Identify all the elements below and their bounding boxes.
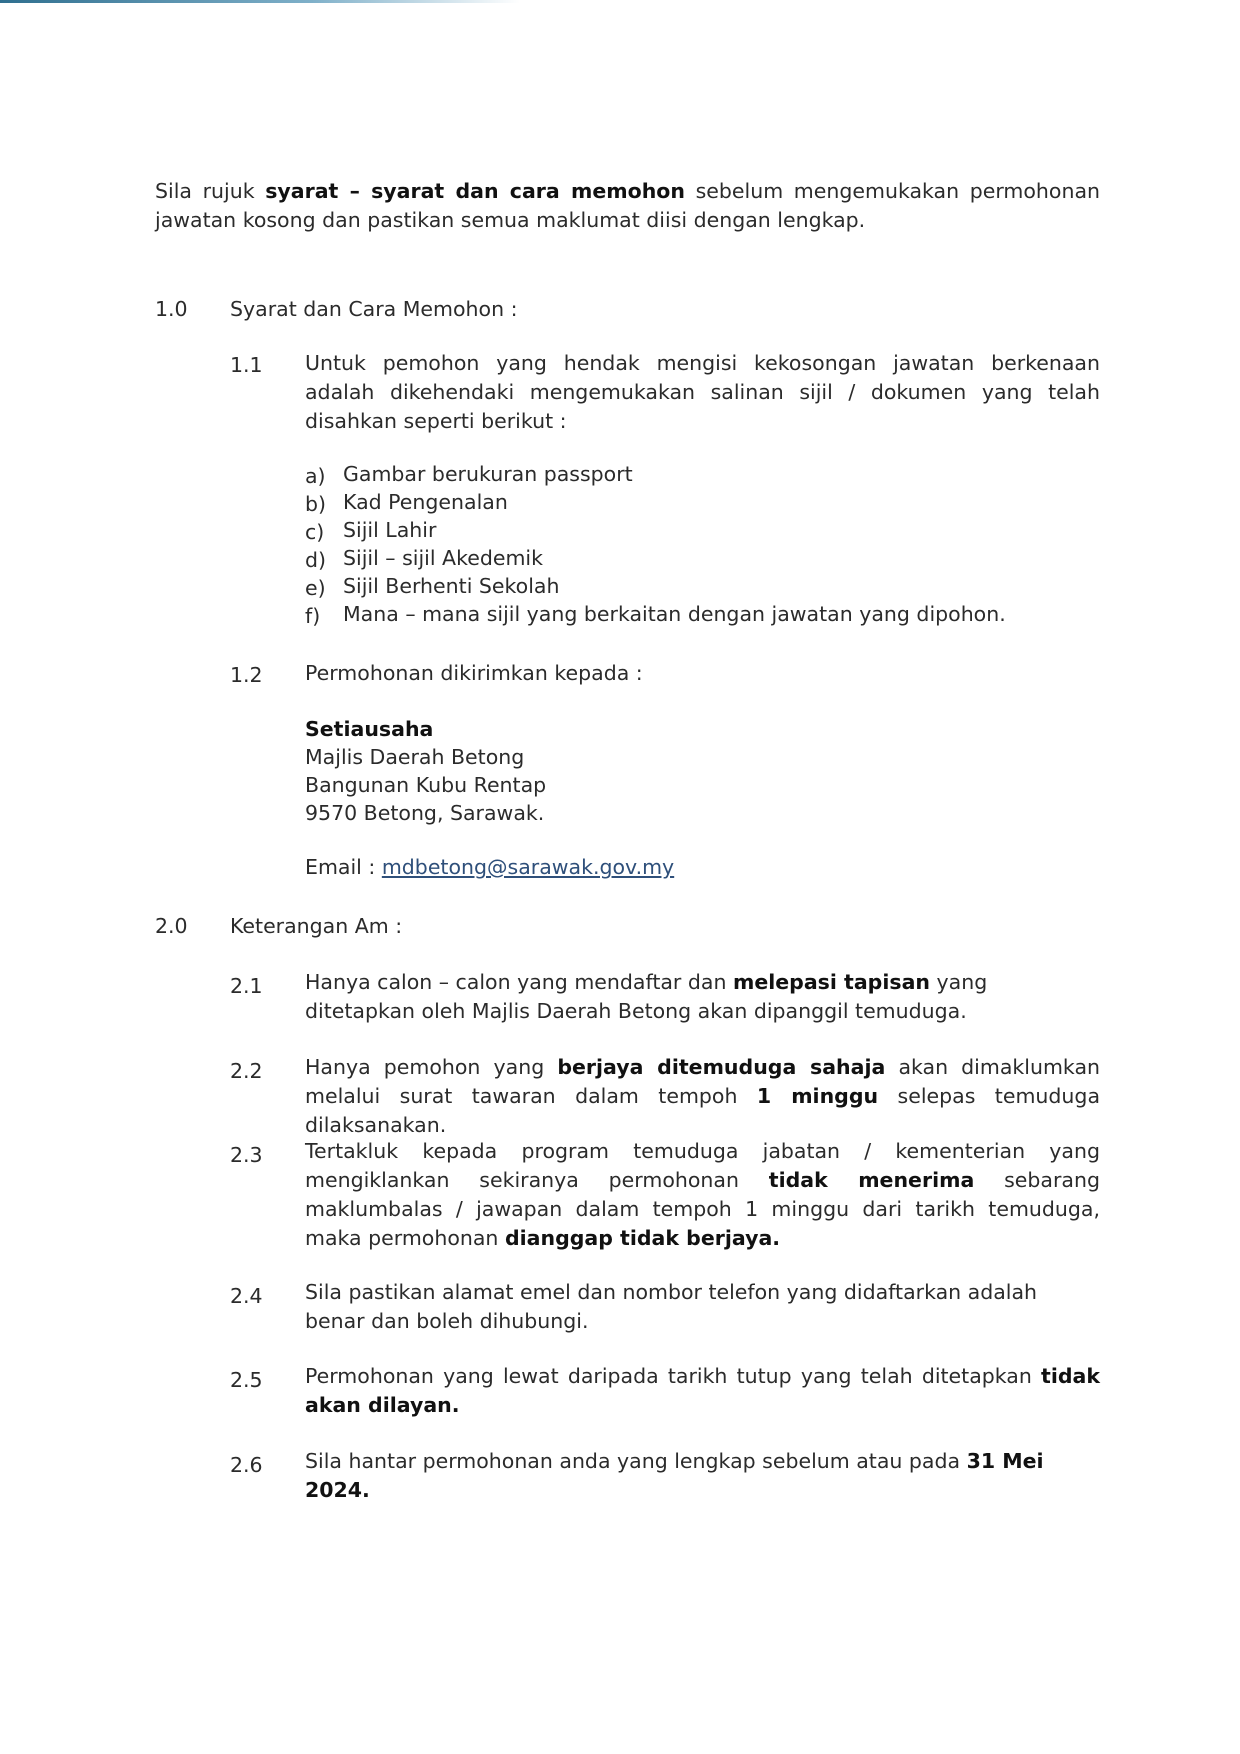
email-link[interactable]: mdbetong@sarawak.gov.my xyxy=(381,855,675,879)
item-1-2-number: 1.2 xyxy=(230,663,263,687)
list-item-text: Sijil Lahir xyxy=(343,518,437,542)
list-item-letter: d) xyxy=(305,548,327,572)
address-title: Setiausaha xyxy=(305,717,434,741)
email-line xyxy=(305,853,674,882)
list-item-text: Sijil – sijil Akedemik xyxy=(343,546,543,570)
address-line: Bangunan Kubu Rentap xyxy=(305,773,547,797)
item-2-4-number: 2.4 xyxy=(230,1284,263,1308)
list-item-text: Mana – mana sijil yang berkaitan dengan jawatan yang dipohon. xyxy=(343,602,1006,626)
item-2-1-number: 2.1 xyxy=(230,974,263,998)
item-1-1-number: 1.1 xyxy=(230,353,263,377)
item-2-6-number: 2.6 xyxy=(230,1453,263,1477)
item-1-1-text: Untuk pemohon yang hendak mengisi kekosongan jawatan berkenaan adalah dikehendaki mengemukakan salinan sijil / dokumen yang telah disahkan seperti berikut : xyxy=(305,351,1100,433)
section-2-title: Keterangan Am : xyxy=(230,914,403,938)
list-item-text: Kad Pengenalan xyxy=(343,490,508,514)
list-item-letter: e) xyxy=(305,576,326,600)
list-item-text: Gambar berukuran passport xyxy=(343,462,633,486)
item-2-5-text: Permohonan yang lewat daripada tarikh tutup yang telah ditetapkan tidak akan dilayan. xyxy=(305,1364,1100,1417)
address-line: Majlis Daerah Betong xyxy=(305,745,525,769)
list-item-letter: b) xyxy=(305,492,327,516)
item-1-2-text: Permohonan dikirimkan kepada : xyxy=(305,661,643,685)
scan-edge-mark xyxy=(0,0,520,3)
list-item-letter: f) xyxy=(305,604,321,628)
item-2-3-number: 2.3 xyxy=(230,1143,263,1167)
item-2-2-text: Hanya pemohon yang berjaya ditemuduga sahaja akan dimaklumkan melalui surat tawaran dalam tempoh 1 minggu selepas temuduga dilaksanakan. xyxy=(305,1055,1101,1137)
item-2-6-text: Sila hantar permohonan anda yang lengkap sebelum atau pada 31 Mei 2024. xyxy=(305,1449,1044,1502)
email-label: Email : xyxy=(305,855,382,879)
item-2-2-number: 2.2 xyxy=(230,1059,263,1083)
item-2-3-text: Tertakluk kepada program temuduga jabatan / kementerian yang mengiklankan sekiranya permohonan tidak menerima sebarang maklumbalas / jawapan dalam tempoh 1 minggu dari tarikh temuduga, maka permohonan dianggap tidak berjaya. xyxy=(305,1139,1100,1250)
item-2-1-text: Hanya calon – calon yang mendaftar dan melepasi tapisan yang ditetapkan oleh Majlis Daerah Betong akan dipanggil temuduga. xyxy=(305,970,988,1023)
section-1-title: Syarat dan Cara Memohon : xyxy=(230,297,518,321)
list-item-letter: c) xyxy=(305,520,325,544)
section-1-number: 1.0 xyxy=(155,297,188,321)
section-2-number: 2.0 xyxy=(155,914,188,938)
list-item-letter: a) xyxy=(305,464,326,488)
item-2-4-text: Sila pastikan alamat emel dan nombor telefon yang didaftarkan adalah benar dan boleh dihubungi. xyxy=(305,1280,1038,1333)
address-line: 9570 Betong, Sarawak. xyxy=(305,801,545,825)
list-item-text: Sijil Berhenti Sekolah xyxy=(343,574,560,598)
intro-paragraph: Sila rujuk syarat – syarat dan cara memohon sebelum mengemukakan permohonan jawatan kosong dan pastikan semua maklumat diisi dengan lengkap. xyxy=(155,179,1101,232)
item-2-5-number: 2.5 xyxy=(230,1368,263,1392)
